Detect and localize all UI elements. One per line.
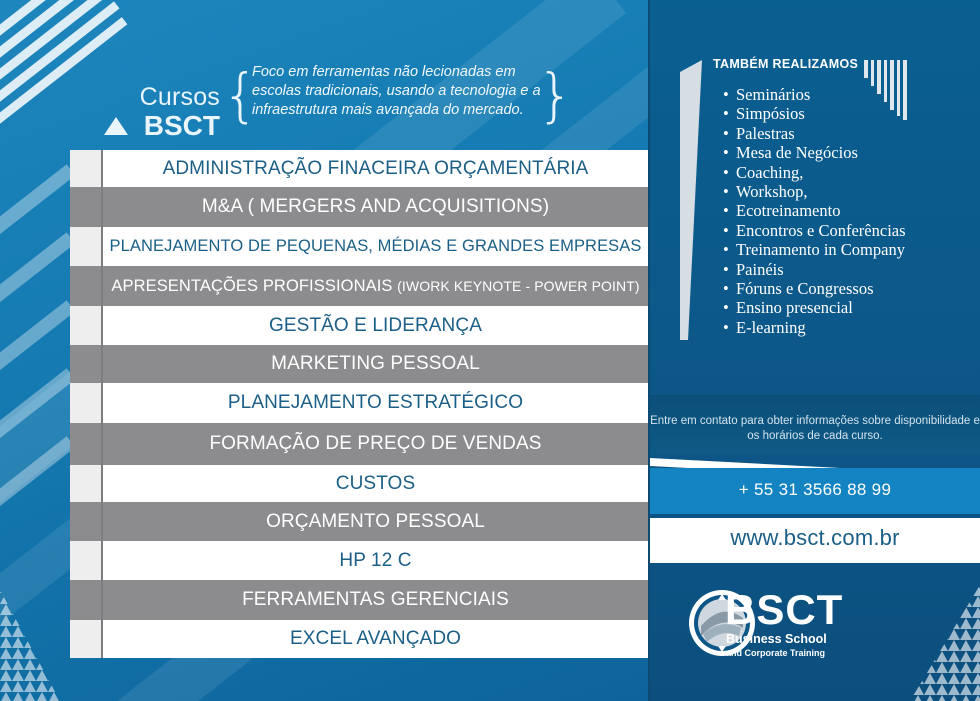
course-label: EXCEL AVANÇADO [289,628,462,649]
course-label: MARKETING PESSOAL [271,353,480,374]
triangle-pattern [0,560,80,701]
triangle-pattern [900,585,980,701]
course-row [70,345,648,383]
course-row [70,541,648,580]
course-label: PLANEJAMENTO ESTRATÉGICO [227,392,524,413]
row-gutter [70,187,103,227]
row-gutter [70,423,103,465]
course-label: PLANEJAMENTO DE PEQUENAS, MÉDIAS E GRANDES EMPRESAS [109,237,642,255]
course-row [70,306,648,345]
course-label: ORÇAMENTO PESSOAL [266,510,485,532]
course-row [70,423,648,465]
also-list [736,85,906,337]
right-brace-icon: } [537,61,574,129]
decor-stripe [0,300,75,379]
row-gutter [70,150,103,187]
course-label: FORMAÇÃO DE PREÇO DE VENDAS [209,433,542,454]
course-list [70,150,648,658]
row-gutter [70,306,103,345]
course-label: ADMINISTRAÇÃO FINACEIRA ORÇAMENTÁRIA [162,157,589,179]
row-gutter [70,620,103,658]
cursos-label: Cursos [139,83,220,111]
list-item: • Workshop, [736,182,906,201]
list-item: • Encontros e Conferências [736,221,906,240]
contact-info: Entre em contato para obter informações sobre disponibilidade e os horários de cada curso. [650,415,980,442]
also-title: TAMBÉM REALIZAMOS [713,57,859,71]
logo-tagline-2: and Corporate Training [726,648,826,658]
phone-number[interactable]: + 55 31 3566 88 99 [738,480,892,499]
course-label: CUSTOS [335,472,416,494]
decor-stripe [0,232,75,311]
list-item: • Coaching, [736,163,906,182]
website-link[interactable]: www.bsct.com.br [730,525,900,550]
row-gutter [70,266,103,306]
course-label: M&A ( MERGERS AND ACQUISITIONS) [201,196,550,217]
course-label [103,266,648,306]
course-row [70,502,648,541]
row-gutter [70,580,103,620]
info-panel [650,0,980,701]
triangle-icon [104,117,128,135]
row-gutter [70,383,103,423]
course-label-main: APRESENTAÇÕES PROFISSIONAIS [111,276,393,295]
course-row [70,465,648,502]
course-label-sub: (IWORK KEYNOTE - POWER POINT) [397,278,640,294]
course-row [70,227,648,266]
list-item: • Fóruns e Congressos [736,279,906,298]
wedge-decoration [680,60,706,340]
row-gutter [70,345,103,383]
list-item: • Painéis [736,260,906,279]
list-item: • Ecotreinamento [736,201,906,220]
logo-name: BSCT [725,586,844,633]
list-item: • Seminários [736,85,906,104]
list-item: • Mesa de Negócios [736,143,906,162]
row-gutter [70,541,103,580]
list-item: • Simpósios [736,104,906,123]
list-item: • Ensino presencial [736,298,906,317]
course-row [70,620,648,658]
course-row [70,150,648,187]
course-row [70,266,648,306]
decor-stripe [0,164,75,243]
row-gutter [70,465,103,502]
course-label: GESTÃO E LIDERANÇA [269,314,482,336]
brand-label: BSCT [143,110,220,141]
course-row [70,383,648,423]
list-item: • Palestras [736,124,906,143]
row-gutter [70,502,103,541]
list-item: • E-learning [736,318,906,337]
course-row [70,580,648,620]
list-item: • Treinamento in Company [736,240,906,259]
intro-text: Foco em ferramentas não lecionadas em escolas tradicionais, usando a tecnologia e a infraestrutura mais avançada do mercado. [252,64,541,118]
logo-tagline-1: Business School [726,632,827,646]
course-row [70,187,648,227]
left-brace-icon: { [222,61,259,129]
course-label: HP 12 C [339,549,412,571]
row-gutter [70,227,103,266]
course-label: FERRAMENTAS GERENCIAIS [242,589,509,610]
